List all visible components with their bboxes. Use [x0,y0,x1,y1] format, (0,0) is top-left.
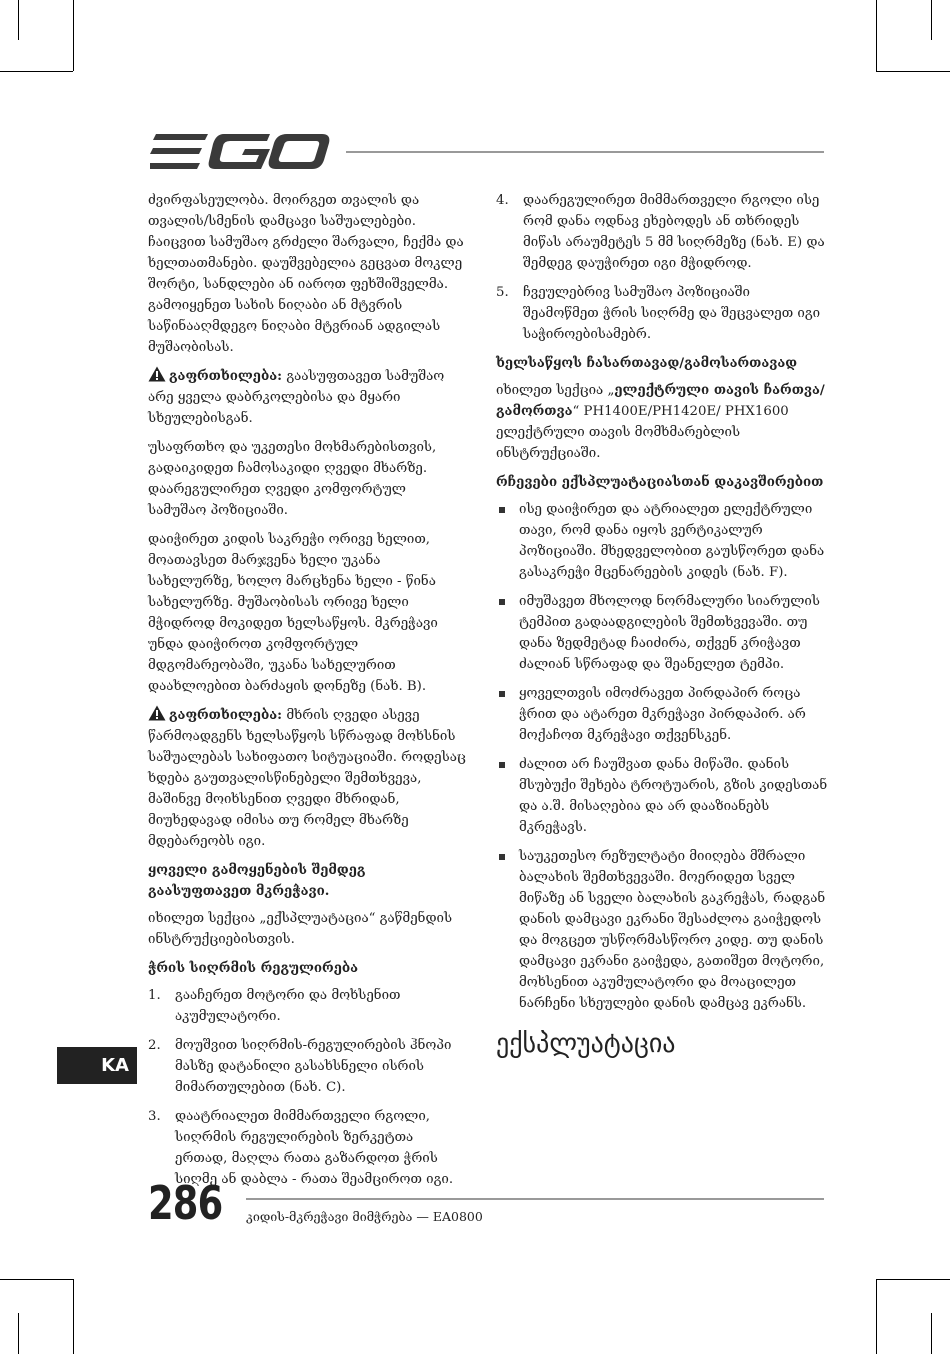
crop-mark [18,0,19,40]
warning-icon [148,366,166,382]
footer-text: კიდის-მკრეჭავი მიმჭრება — EA0800 [246,1209,483,1224]
paragraph: იხილეთ სექცია „ექსპლუატაცია“ გაწმენდის ინსტრუქციებისთვის. [148,911,453,947]
crop-mark [876,71,950,72]
crop-mark [931,1313,932,1354]
ego-logo [150,132,330,172]
list-item [496,499,828,583]
header-rule [346,151,824,153]
list-item [148,1035,468,1098]
list-item [496,754,828,838]
tip-text: ისე დაიჭირეთ და ატრიალეთ ელექტრული თავი, რომ დანა იყოს ვერტიკალურ პოზიციაში. მხედველობით გაუსწორეთ დანა გასაკრეჭი მცენარეების კიდეს (ნახ. F). [519,502,825,580]
footer-rule [246,1198,824,1200]
warning-label: გაფრთხილება: [169,708,283,723]
section-heading: ყოველი გამოყენების შემდეგ გაასუფთავეთ მკრეჭავი. [148,863,366,899]
list-item [148,985,468,1027]
language-tab: KA [57,1047,137,1084]
tips-list [496,499,828,1014]
left-column [148,190,468,1198]
text: “ PH1400E/PH1420E/ PHX1600 ელექტრული თავის მომხმარებლის ინსტრუქციაში. [496,404,789,461]
steps-list [148,985,468,1190]
tip-text: საუკეთესო რეზულტატი მიიღება მშრალი ბალახის შემთხვევაში. მოერიდეთ სველ მიწაზე ან სველი ბალახის გაკრეჭას, რადგან დანის დამცავი ეკრანი შესაძლოა გაიჭედოს და მოგცეთ უსწორმასწორო კიდე. თუ დანის დამცავი ეკრანი გაიჭედა, გათიშეთ მოტორი, მოხსენით აკუმულატორი და მოაცილეთ ნარჩენი სხეულები დანის დამცავ ეკრანს. [519,849,826,1011]
step-number: 3. [148,1109,161,1124]
paragraph [496,380,828,464]
section-heading: რჩევები ექსპლუატაციასთან დაკავშირებით [496,475,824,490]
page-number: 286 [148,1176,223,1230]
step-text: დაატრიალეთ მიმმართველი რგოლი, სიღრმის რეგულირების ზერკეტთა ერთად, მაღლა რათა გაზარდოთ ჭრის სიღმე ან დაბლა - რათა შეამციროთ იგი. [175,1109,454,1187]
section-heading: ხელსაწყოს ჩასართავად/გამოსართავად [496,356,798,371]
step-text: ჩვეულებრივ სამუშაო პოზიციაში შეამოწმეთ ჭრის სიღრმე და შეცვალეთ იგი საჭიროებისამებრ. [523,285,821,342]
crop-mark [18,1313,19,1354]
crop-mark [73,1279,74,1354]
bullet-icon [499,599,505,605]
list-item [496,190,828,274]
bullet-icon [499,691,505,697]
crop-mark [876,1279,877,1354]
text: იხილეთ სექცია „ [496,383,615,398]
bullet-icon [499,762,505,768]
list-item [496,591,828,675]
crop-mark [0,1279,73,1280]
warning-icon [148,705,166,721]
warning-text: გაასუფთავეთ სამუშაო არე ყველა დაბრკოლებისა და მყარი სხეულებისგან. [148,369,445,426]
right-column [496,190,828,1060]
bold-text: ელექტრული თავის ჩართვა/გამორთვა [496,383,825,419]
warning-text: მხრის ღვედი ასევე წარმოადგენს ხელსაწყოს სწრაფად მოხსნის საშუალებას სახიფათო სიტუაციაში. როდესაც ხდება გაუთვალისწინებელი შემთხვევა, მაშინვე მოიხსენით ღვედი მხრიდან, მიუხედავად იმისა თუ რომელ მხარზე მდებარეობს იგი. [148,708,466,849]
step-number: 5. [496,285,509,300]
warning-paragraph [148,705,468,852]
list-item [496,683,828,746]
crop-mark [73,0,74,71]
step-text: დაარეგულირეთ მიმმართველი რგოლი ისე რომ დანა ოდნავ ეხებოდეს ან თხრიდეს მიწას არაუმეტეს 5 მმ სიღრმეზე (ნახ. E) და შემდეგ დაუჭირეთ იგი მჭიდროდ. [523,193,825,271]
step-text: გააჩერეთ მოტორი და მოხსენით აკუმულატორი. [175,988,401,1024]
step-number: 4. [496,193,509,208]
warning-paragraph [148,366,468,429]
list-item [496,846,828,1014]
step-text: მოუშვით სიღრმის-რეგულირების ჰნოპი მასზე დატანილი გასახსნელი ისრის მიმართულებით (ნახ. C). [175,1038,452,1095]
crop-mark [876,1279,950,1280]
step-number: 1. [148,988,161,1003]
crop-mark [0,71,73,72]
paragraph: დაიჭირეთ კიდის საკრეჭი ორივე ხელით, მოათავსეთ მარჯვენა ხელი უკანა სახელურზე, ხოლო მარცხენა ხელი - წინა სახელურზე. მუშაობისას ორივე ხელი მჭიდროდ მოკიდეთ ხელსაწყოს. მკრეჭავი უნდა დაიჭიროთ კომფორტულ მდგომარეობაში, უკანა სახელურით დაახლოებით ბარძაყის დონეზე (ნახ. B). [148,532,438,694]
list-item [496,282,828,345]
tip-text: იმუშავეთ მხოლოდ ნორმალური სიარულის ტემპით გადაადგილების შემთხვევაში. თუ დანა ზედმეტად ჩაიძირა, თქვენ კრიჭავთ ძალიან სწრაფად და შეანელეთ ტემპი. [519,594,820,672]
warning-label: გაფრთხილება: [169,369,283,384]
bullet-icon [499,854,505,860]
tip-text: ყოველთვის იმოძრავეთ პირდაპირ როცა ჭრით და ატარეთ მკრეჭავი პირდაპირ. არ მოქაჩოთ მკრეჭავი თქვენსკენ. [519,686,806,743]
paragraph: უსაფრთხო და უკეთესი მოხმარებისთვის, გადაიკიდეთ ჩამოსაკიდი ღვედი მხარზე. დაარეგულირეთ ღვედი კომფორტულ სამუშაო პოზიციაში. [148,440,437,518]
steps-list [496,190,828,345]
crop-mark [931,0,932,40]
section-heading: ჭრის სიღრმის რეგულირება [148,961,359,976]
crop-mark [876,0,877,71]
tip-text: ძალით არ ჩაუშვათ დანა მიწაში. დანის მსუბუქი შეხება ტროტუარის, გზის კიდესთან და ა.შ. მისაღებია და არ დააზიანებს მკრეჭავს. [519,757,828,835]
intro-paragraph: ძვირფასეულობა. მოირგეთ თვალის და თვალის/სმენის დამცავი საშუალებები. ჩაიცვით სამუშაო გრძელი შარვალი, ჩექმა და ხელთათმანები. დაუშვებელია გეცვათ მოკლე შორტი, სანდლები ან იაროთ ფეხშიშველმა. გამოიყენეთ სახის ნიღაბი ან მტვრის საწინააღმდეგო ნიღაბი მტვრიან ადგილას მუშაობისას. [148,193,464,355]
section-title: ექსპლუატაცია [496,1029,676,1059]
step-number: 2. [148,1038,161,1053]
bullet-icon [499,507,505,513]
